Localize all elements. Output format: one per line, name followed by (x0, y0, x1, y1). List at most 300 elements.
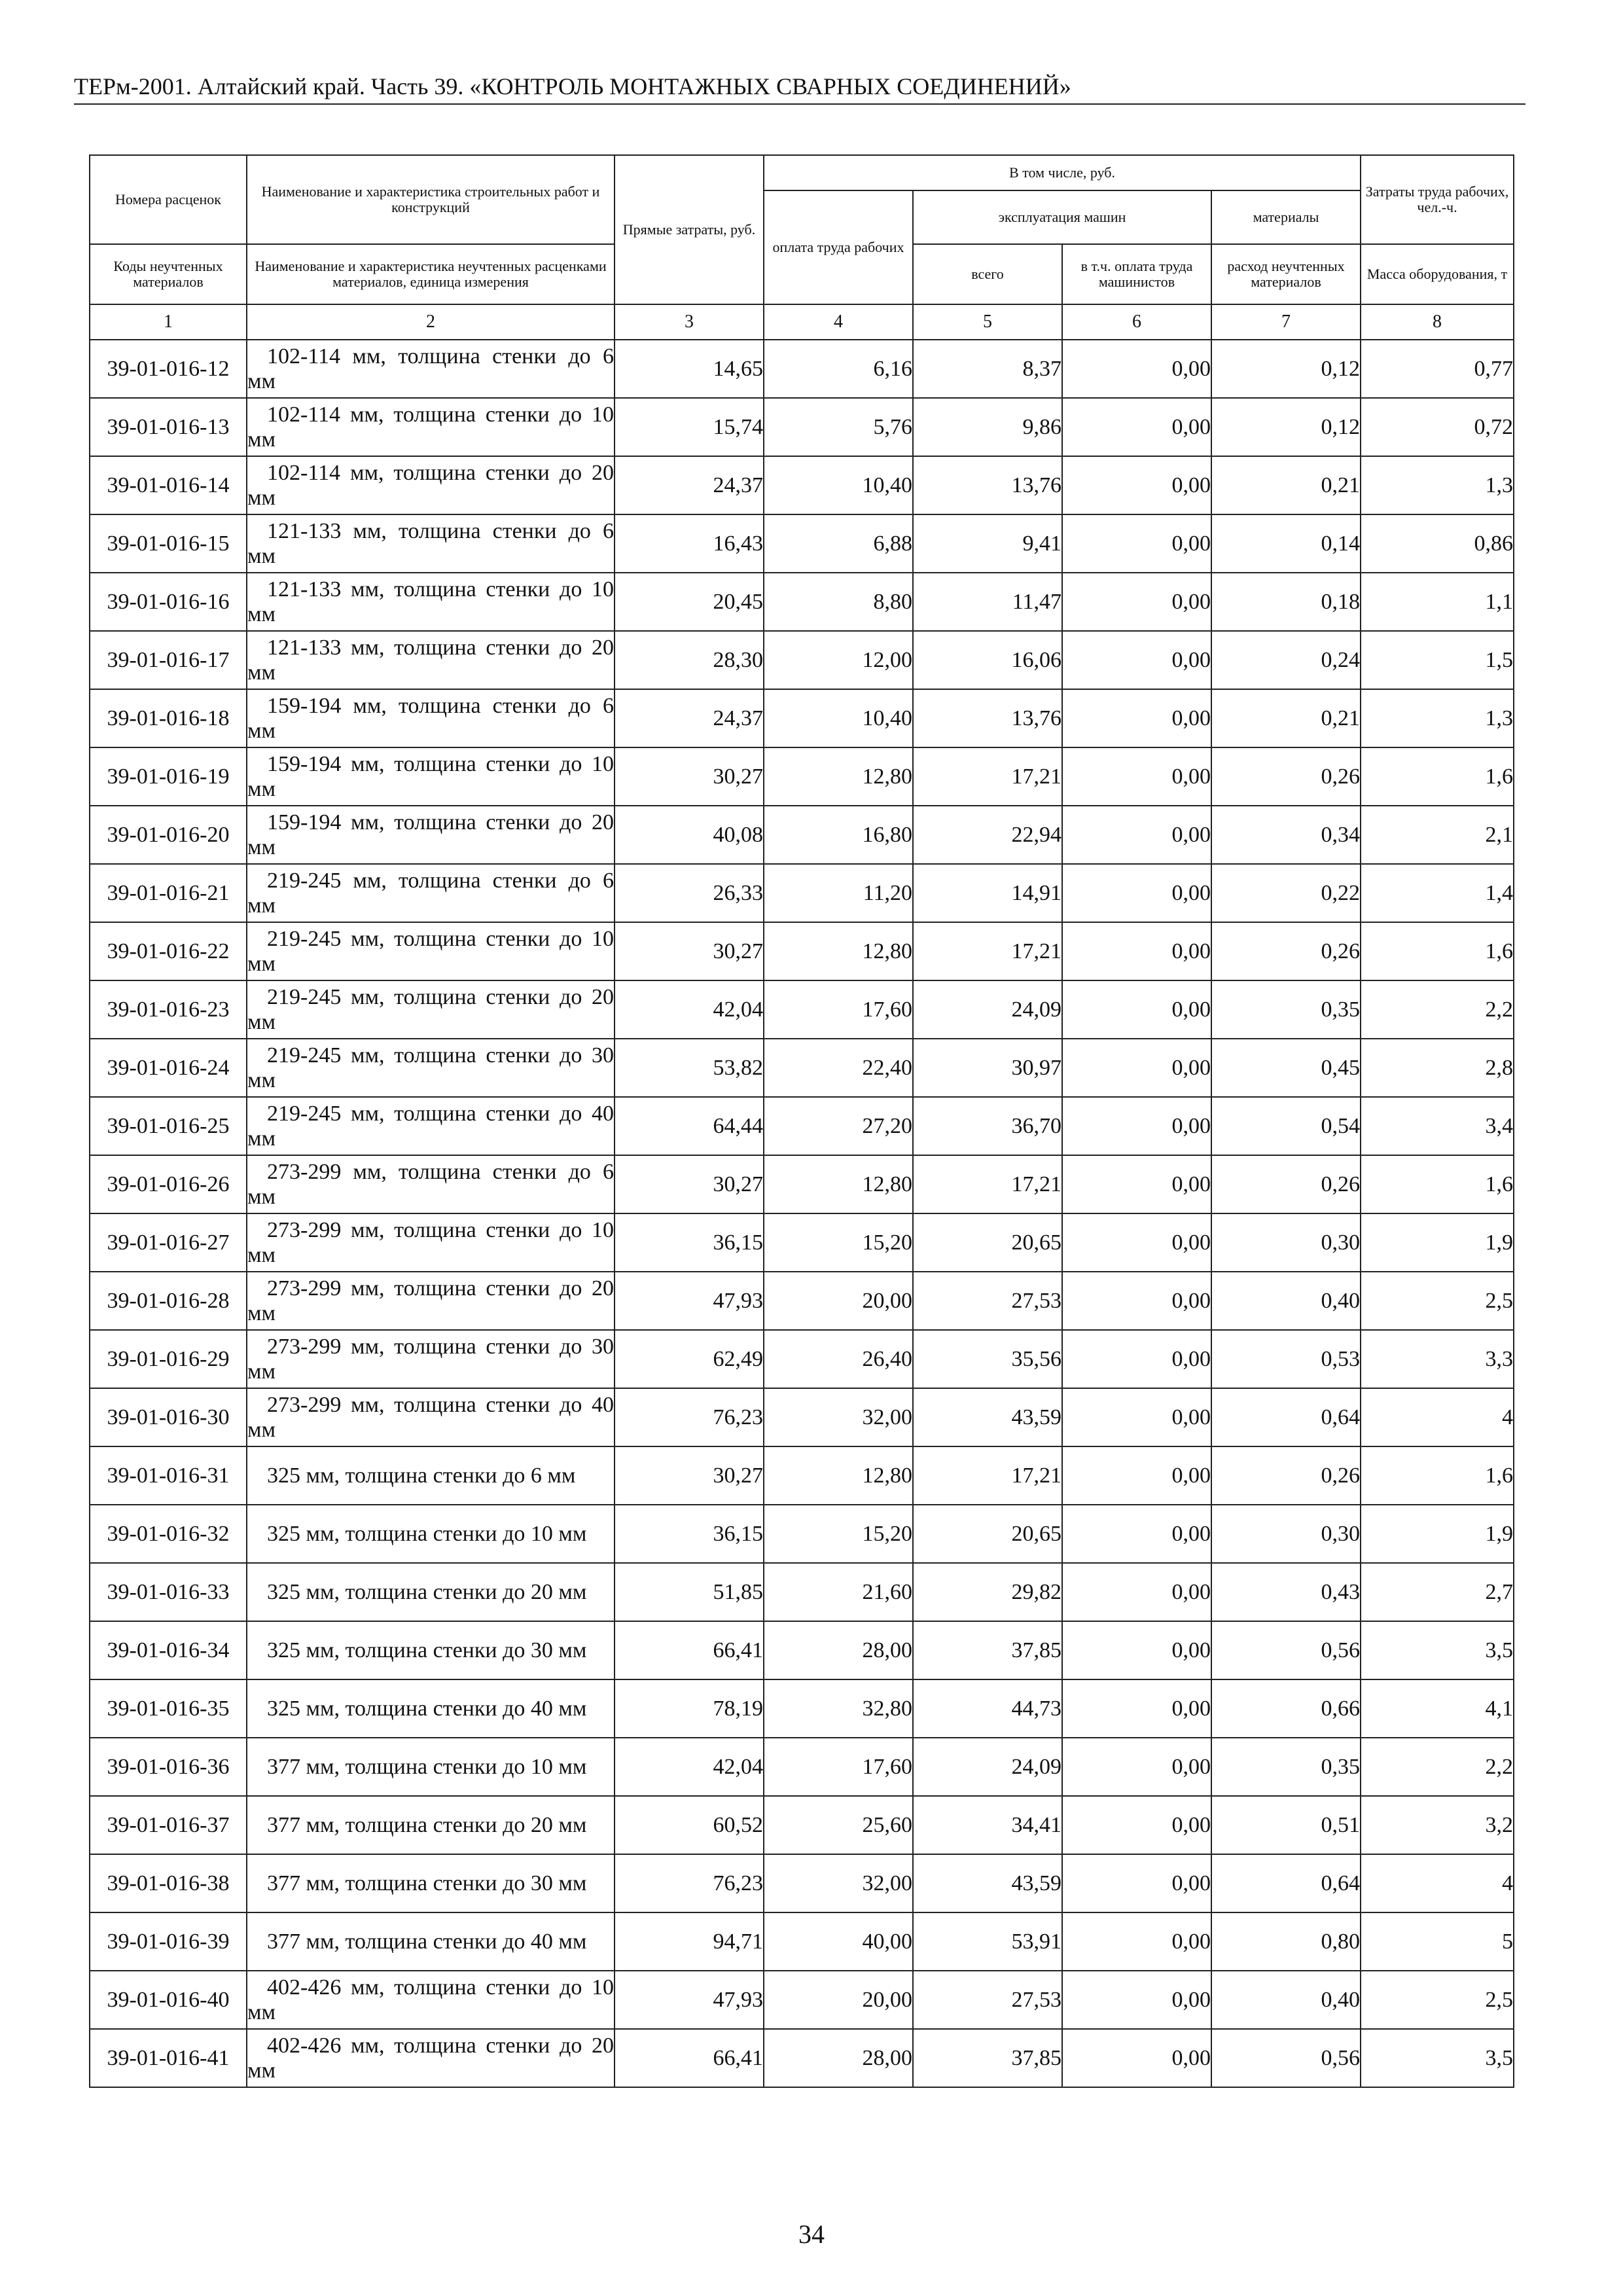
header-unaccounted-consumption: расход неучтенных материалов (1211, 244, 1361, 304)
rate-code-cell: 39-01-016-17 (90, 631, 247, 689)
machinist-pay-cell: 0,00 (1062, 747, 1211, 806)
work-name-text: 159-194 мм, толщина стенки до 10 мм (247, 751, 614, 801)
machine-total-cell: 24,09 (913, 980, 1062, 1039)
machinist-pay-cell: 0,00 (1062, 1854, 1211, 1912)
rate-code-cell: 39-01-016-35 (90, 1679, 247, 1738)
work-name-text: 273-299 мм, толщина стенки до 40 мм (247, 1392, 614, 1442)
direct-costs-cell: 76,23 (615, 1388, 764, 1446)
materials-cell: 0,51 (1211, 1796, 1361, 1854)
machine-total-cell: 8,37 (913, 340, 1062, 398)
work-name-cell (247, 1679, 615, 1738)
table-row (90, 1971, 1514, 2029)
header-unaccounted-codes: Коды неучтенных материалов (90, 244, 247, 304)
work-name-text: 325 мм, толщина стенки до 40 мм (267, 1696, 587, 1721)
machinist-pay-cell: 0,00 (1062, 456, 1211, 514)
work-name-cell (247, 340, 615, 398)
labor-costs-cell: 3,2 (1361, 1796, 1514, 1854)
rate-code-cell: 39-01-016-33 (90, 1563, 247, 1621)
work-name-text: 219-245 мм, толщина стенки до 10 мм (247, 926, 614, 976)
work-name-cell (247, 573, 615, 631)
direct-costs-cell: 42,04 (615, 980, 764, 1039)
worker-pay-cell: 32,00 (764, 1854, 913, 1912)
rate-code-cell: 39-01-016-28 (90, 1272, 247, 1330)
table-row (90, 456, 1514, 514)
machinist-pay-cell: 0,00 (1062, 1039, 1211, 1097)
rate-code-cell: 39-01-016-38 (90, 1854, 247, 1912)
rate-code-cell: 39-01-016-34 (90, 1621, 247, 1679)
machinist-pay-cell: 0,00 (1062, 2029, 1211, 2087)
header-materials: материалы (1211, 190, 1361, 244)
materials-cell: 0,66 (1211, 1679, 1361, 1738)
work-name-text: 273-299 мм, толщина стенки до 30 мм (247, 1334, 614, 1384)
labor-costs-cell: 0,86 (1361, 514, 1514, 573)
direct-costs-cell: 14,65 (615, 340, 764, 398)
labor-costs-cell: 1,6 (1361, 1155, 1514, 1213)
column-number: 5 (913, 304, 1062, 340)
machinist-pay-cell: 0,00 (1062, 1621, 1211, 1679)
machine-total-cell: 20,65 (913, 1505, 1062, 1563)
worker-pay-cell: 16,80 (764, 806, 913, 864)
rate-code-cell: 39-01-016-25 (90, 1097, 247, 1155)
machine-total-cell: 37,85 (913, 1621, 1062, 1679)
worker-pay-cell: 5,76 (764, 398, 913, 456)
work-name-cell (247, 1272, 615, 1330)
direct-costs-cell: 47,93 (615, 1272, 764, 1330)
machine-total-cell: 24,09 (913, 1738, 1062, 1796)
work-name-text: 377 мм, толщина стенки до 10 мм (267, 1754, 587, 1779)
machinist-pay-cell: 0,00 (1062, 1563, 1211, 1621)
table-row (90, 1272, 1514, 1330)
machinist-pay-cell: 0,00 (1062, 340, 1211, 398)
machine-total-cell: 43,59 (913, 1854, 1062, 1912)
machine-total-cell: 44,73 (913, 1679, 1062, 1738)
table-row (90, 1039, 1514, 1097)
labor-costs-cell: 2,8 (1361, 1039, 1514, 1097)
header-including: В том числе, руб. (764, 155, 1361, 190)
direct-costs-cell: 76,23 (615, 1854, 764, 1912)
work-name-text: 102-114 мм, толщина стенки до 10 мм (247, 402, 614, 452)
labor-costs-cell: 1,4 (1361, 864, 1514, 922)
machinist-pay-cell: 0,00 (1062, 1446, 1211, 1505)
table-row (90, 689, 1514, 747)
worker-pay-cell: 20,00 (764, 1971, 913, 2029)
direct-costs-cell: 78,19 (615, 1679, 764, 1738)
worker-pay-cell: 32,80 (764, 1679, 913, 1738)
rate-code-cell: 39-01-016-37 (90, 1796, 247, 1854)
machinist-pay-cell: 0,00 (1062, 1213, 1211, 1272)
materials-cell: 0,26 (1211, 922, 1361, 980)
header-machinist-pay: в т.ч. оплата труда машинистов (1062, 244, 1211, 304)
machinist-pay-cell: 0,00 (1062, 1272, 1211, 1330)
work-name-cell (247, 1912, 615, 1971)
labor-costs-cell: 4,1 (1361, 1679, 1514, 1738)
direct-costs-cell: 20,45 (615, 573, 764, 631)
worker-pay-cell: 11,20 (764, 864, 913, 922)
materials-cell: 0,30 (1211, 1505, 1361, 1563)
machine-total-cell: 16,06 (913, 631, 1062, 689)
column-number: 7 (1211, 304, 1361, 340)
direct-costs-cell: 30,27 (615, 747, 764, 806)
table-row (90, 340, 1514, 398)
work-name-cell (247, 1854, 615, 1912)
materials-cell: 0,40 (1211, 1272, 1361, 1330)
direct-costs-cell: 94,71 (615, 1912, 764, 1971)
table-row (90, 1330, 1514, 1388)
direct-costs-cell: 47,93 (615, 1971, 764, 2029)
labor-costs-cell: 2,2 (1361, 980, 1514, 1039)
table-row (90, 1796, 1514, 1854)
table-row (90, 1679, 1514, 1738)
materials-cell: 0,12 (1211, 398, 1361, 456)
header-rate-numbers: Номера расценок (90, 155, 247, 244)
machinist-pay-cell: 0,00 (1062, 514, 1211, 573)
table-row (90, 1563, 1514, 1621)
labor-costs-cell: 5 (1361, 1912, 1514, 1971)
direct-costs-cell: 30,27 (615, 922, 764, 980)
machine-total-cell: 43,59 (913, 1388, 1062, 1446)
column-number: 4 (764, 304, 913, 340)
materials-cell: 0,26 (1211, 1446, 1361, 1505)
work-name-text: 325 мм, толщина стенки до 10 мм (267, 1521, 587, 1546)
table-row (90, 1621, 1514, 1679)
labor-costs-cell: 1,3 (1361, 689, 1514, 747)
direct-costs-cell: 30,27 (615, 1155, 764, 1213)
work-name-cell (247, 1563, 615, 1621)
rate-code-cell: 39-01-016-13 (90, 398, 247, 456)
labor-costs-cell: 1,3 (1361, 456, 1514, 514)
machine-total-cell: 13,76 (913, 456, 1062, 514)
worker-pay-cell: 22,40 (764, 1039, 913, 1097)
direct-costs-cell: 15,74 (615, 398, 764, 456)
work-name-cell (247, 864, 615, 922)
materials-cell: 0,43 (1211, 1563, 1361, 1621)
work-name-cell (247, 1738, 615, 1796)
work-name-text: 402-426 мм, толщина стенки до 20 мм (247, 2033, 614, 2083)
materials-cell: 0,30 (1211, 1213, 1361, 1272)
labor-costs-cell: 1,1 (1361, 573, 1514, 631)
machinist-pay-cell: 0,00 (1062, 398, 1211, 456)
work-name-cell (247, 806, 615, 864)
labor-costs-cell: 2,5 (1361, 1971, 1514, 2029)
column-number: 2 (247, 304, 615, 340)
work-name-cell (247, 2029, 615, 2087)
work-name-cell (247, 1330, 615, 1388)
machinist-pay-cell: 0,00 (1062, 1097, 1211, 1155)
worker-pay-cell: 17,60 (764, 1738, 913, 1796)
rate-code-cell: 39-01-016-36 (90, 1738, 247, 1796)
worker-pay-cell: 26,40 (764, 1330, 913, 1388)
rate-code-cell: 39-01-016-39 (90, 1912, 247, 1971)
column-number: 8 (1361, 304, 1514, 340)
machinist-pay-cell: 0,00 (1062, 1679, 1211, 1738)
work-name-cell (247, 689, 615, 747)
table-row (90, 573, 1514, 631)
materials-cell: 0,40 (1211, 1971, 1361, 2029)
work-name-cell (247, 631, 615, 689)
worker-pay-cell: 8,80 (764, 573, 913, 631)
worker-pay-cell: 21,60 (764, 1563, 913, 1621)
work-name-cell (247, 922, 615, 980)
rate-code-cell: 39-01-016-24 (90, 1039, 247, 1097)
rate-code-cell: 39-01-016-19 (90, 747, 247, 806)
work-name-text: 219-245 мм, толщина стенки до 40 мм (247, 1101, 614, 1151)
materials-cell: 0,26 (1211, 1155, 1361, 1213)
materials-cell: 0,18 (1211, 573, 1361, 631)
machine-total-cell: 36,70 (913, 1097, 1062, 1155)
rate-code-cell: 39-01-016-16 (90, 573, 247, 631)
direct-costs-cell: 16,43 (615, 514, 764, 573)
table-row (90, 1854, 1514, 1912)
work-name-text: 377 мм, толщина стенки до 30 мм (267, 1871, 587, 1895)
machine-total-cell: 17,21 (913, 747, 1062, 806)
machinist-pay-cell: 0,00 (1062, 980, 1211, 1039)
rate-code-cell: 39-01-016-22 (90, 922, 247, 980)
direct-costs-cell: 64,44 (615, 1097, 764, 1155)
work-name-cell (247, 1621, 615, 1679)
work-name-text: 273-299 мм, толщина стенки до 10 мм (247, 1217, 614, 1267)
machine-total-cell: 22,94 (913, 806, 1062, 864)
direct-costs-cell: 51,85 (615, 1563, 764, 1621)
worker-pay-cell: 20,00 (764, 1272, 913, 1330)
materials-cell: 0,53 (1211, 1330, 1361, 1388)
machine-total-cell: 37,85 (913, 2029, 1062, 2087)
worker-pay-cell: 15,20 (764, 1505, 913, 1563)
work-name-text: 325 мм, толщина стенки до 6 мм (267, 1463, 576, 1488)
worker-pay-cell: 27,20 (764, 1097, 913, 1155)
table-row (90, 631, 1514, 689)
rate-code-cell: 39-01-016-23 (90, 980, 247, 1039)
machine-total-cell: 11,47 (913, 573, 1062, 631)
header-direct-costs: Прямые затраты, руб. (615, 155, 764, 304)
direct-costs-cell: 40,08 (615, 806, 764, 864)
table-row (90, 1213, 1514, 1272)
machine-total-cell: 17,21 (913, 922, 1062, 980)
direct-costs-cell: 28,30 (615, 631, 764, 689)
labor-costs-cell: 1,5 (1361, 631, 1514, 689)
rate-code-cell: 39-01-016-41 (90, 2029, 247, 2087)
table-row (90, 980, 1514, 1039)
machinist-pay-cell: 0,00 (1062, 1155, 1211, 1213)
table-row (90, 1912, 1514, 1971)
work-name-text: 219-245 мм, толщина стенки до 30 мм (247, 1043, 614, 1092)
labor-costs-cell: 2,1 (1361, 806, 1514, 864)
worker-pay-cell: 12,80 (764, 1155, 913, 1213)
direct-costs-cell: 36,15 (615, 1505, 764, 1563)
direct-costs-cell: 62,49 (615, 1330, 764, 1388)
labor-costs-cell: 1,9 (1361, 1505, 1514, 1563)
header-worker-pay: оплата труда рабочих (764, 190, 913, 304)
work-name-cell (247, 980, 615, 1039)
machine-total-cell: 9,41 (913, 514, 1062, 573)
header-total: всего (913, 244, 1062, 304)
direct-costs-cell: 66,41 (615, 2029, 764, 2087)
worker-pay-cell: 10,40 (764, 456, 913, 514)
worker-pay-cell: 25,60 (764, 1796, 913, 1854)
worker-pay-cell: 6,88 (764, 514, 913, 573)
machinist-pay-cell: 0,00 (1062, 1912, 1211, 1971)
work-name-text: 102-114 мм, толщина стенки до 20 мм (247, 460, 614, 510)
table-row (90, 2029, 1514, 2087)
machine-total-cell: 17,21 (913, 1155, 1062, 1213)
materials-cell: 0,12 (1211, 340, 1361, 398)
column-number: 6 (1062, 304, 1211, 340)
direct-costs-cell: 42,04 (615, 1738, 764, 1796)
rate-code-cell: 39-01-016-27 (90, 1213, 247, 1272)
labor-costs-cell: 0,77 (1361, 340, 1514, 398)
rate-code-cell: 39-01-016-12 (90, 340, 247, 398)
labor-costs-cell: 0,72 (1361, 398, 1514, 456)
header-unaccounted-names: Наименование и характеристика неучтенных расценками материалов, единица измерения (247, 244, 615, 304)
worker-pay-cell: 32,00 (764, 1388, 913, 1446)
rate-code-cell: 39-01-016-40 (90, 1971, 247, 2029)
work-name-cell (247, 1388, 615, 1446)
direct-costs-cell: 53,82 (615, 1039, 764, 1097)
rate-code-cell: 39-01-016-31 (90, 1446, 247, 1505)
worker-pay-cell: 6,16 (764, 340, 913, 398)
rate-code-cell: 39-01-016-14 (90, 456, 247, 514)
work-name-text: 273-299 мм, толщина стенки до 6 мм (247, 1159, 614, 1209)
table-row (90, 1505, 1514, 1563)
work-name-cell (247, 1446, 615, 1505)
header-machine-operation: эксплуатация машин (913, 190, 1211, 244)
machinist-pay-cell: 0,00 (1062, 1505, 1211, 1563)
header-labor-costs: Затраты труда рабочих, чел.-ч. (1361, 155, 1514, 244)
machinist-pay-cell: 0,00 (1062, 1388, 1211, 1446)
work-name-text: 325 мм, толщина стенки до 30 мм (267, 1638, 587, 1662)
machinist-pay-cell: 0,00 (1062, 806, 1211, 864)
table-row (90, 1155, 1514, 1213)
materials-cell: 0,21 (1211, 689, 1361, 747)
work-name-text: 402-426 мм, толщина стенки до 10 мм (247, 1975, 614, 2024)
materials-cell: 0,14 (1211, 514, 1361, 573)
labor-costs-cell: 1,6 (1361, 1446, 1514, 1505)
rate-code-cell: 39-01-016-15 (90, 514, 247, 573)
work-name-text: 121-133 мм, толщина стенки до 20 мм (247, 635, 614, 685)
work-name-cell (247, 1505, 615, 1563)
labor-costs-cell: 2,5 (1361, 1272, 1514, 1330)
worker-pay-cell: 17,60 (764, 980, 913, 1039)
materials-cell: 0,35 (1211, 980, 1361, 1039)
labor-costs-cell: 2,7 (1361, 1563, 1514, 1621)
direct-costs-cell: 24,37 (615, 689, 764, 747)
worker-pay-cell: 28,00 (764, 1621, 913, 1679)
labor-costs-cell: 1,6 (1361, 747, 1514, 806)
worker-pay-cell: 15,20 (764, 1213, 913, 1272)
table-row (90, 514, 1514, 573)
machine-total-cell: 34,41 (913, 1796, 1062, 1854)
materials-cell: 0,56 (1211, 2029, 1361, 2087)
machine-total-cell: 17,21 (913, 1446, 1062, 1505)
work-name-cell (247, 398, 615, 456)
rate-code-cell: 39-01-016-21 (90, 864, 247, 922)
work-name-text: 121-133 мм, толщина стенки до 6 мм (247, 518, 614, 568)
materials-cell: 0,21 (1211, 456, 1361, 514)
machine-total-cell: 35,56 (913, 1330, 1062, 1388)
materials-cell: 0,45 (1211, 1039, 1361, 1097)
materials-cell: 0,64 (1211, 1854, 1361, 1912)
table-row (90, 1738, 1514, 1796)
rate-code-cell: 39-01-016-18 (90, 689, 247, 747)
work-name-text: 377 мм, толщина стенки до 40 мм (267, 1929, 587, 1954)
worker-pay-cell: 40,00 (764, 1912, 913, 1971)
materials-cell: 0,24 (1211, 631, 1361, 689)
worker-pay-cell: 12,80 (764, 1446, 913, 1505)
worker-pay-cell: 12,00 (764, 631, 913, 689)
work-name-cell (247, 747, 615, 806)
header-work-name: Наименование и характеристика строительных работ и конструкций (247, 155, 615, 244)
labor-costs-cell: 3,5 (1361, 1621, 1514, 1679)
work-name-text: 325 мм, толщина стенки до 20 мм (267, 1579, 587, 1604)
labor-costs-cell: 1,6 (1361, 922, 1514, 980)
table-header (90, 155, 1514, 340)
header-equipment-mass: Масса оборудования, т (1361, 244, 1514, 304)
machinist-pay-cell: 0,00 (1062, 864, 1211, 922)
column-number: 3 (615, 304, 764, 340)
work-name-cell (247, 514, 615, 573)
machine-total-cell: 20,65 (913, 1213, 1062, 1272)
machinist-pay-cell: 0,00 (1062, 1738, 1211, 1796)
worker-pay-cell: 10,40 (764, 689, 913, 747)
machine-total-cell: 53,91 (913, 1912, 1062, 1971)
work-name-text: 121-133 мм, толщина стенки до 10 мм (247, 577, 614, 626)
materials-cell: 0,54 (1211, 1097, 1361, 1155)
labor-costs-cell: 4 (1361, 1854, 1514, 1912)
machine-total-cell: 27,53 (913, 1272, 1062, 1330)
machinist-pay-cell: 0,00 (1062, 573, 1211, 631)
work-name-text: 159-194 мм, толщина стенки до 20 мм (247, 810, 614, 859)
direct-costs-cell: 66,41 (615, 1621, 764, 1679)
machinist-pay-cell: 0,00 (1062, 1330, 1211, 1388)
machine-total-cell: 27,53 (913, 1971, 1062, 2029)
table-row (90, 1097, 1514, 1155)
rate-code-cell: 39-01-016-26 (90, 1155, 247, 1213)
labor-costs-cell: 3,5 (1361, 2029, 1514, 2087)
work-name-cell (247, 456, 615, 514)
page-header-title: ТЕРм-2001. Алтайский край. Часть 39. «КОНТРОЛЬ МОНТАЖНЫХ СВАРНЫХ СОЕДИНЕНИЙ» (74, 71, 1525, 105)
machinist-pay-cell: 0,00 (1062, 1796, 1211, 1854)
materials-cell: 0,80 (1211, 1912, 1361, 1971)
rates-table (89, 154, 1514, 2088)
rate-code-cell: 39-01-016-20 (90, 806, 247, 864)
materials-cell: 0,35 (1211, 1738, 1361, 1796)
direct-costs-cell: 24,37 (615, 456, 764, 514)
rate-code-cell: 39-01-016-32 (90, 1505, 247, 1563)
work-name-text: 219-245 мм, толщина стенки до 6 мм (247, 868, 614, 918)
materials-cell: 0,34 (1211, 806, 1361, 864)
table-row (90, 922, 1514, 980)
machinist-pay-cell: 0,00 (1062, 1971, 1211, 2029)
table-row (90, 806, 1514, 864)
worker-pay-cell: 12,80 (764, 922, 913, 980)
materials-cell: 0,64 (1211, 1388, 1361, 1446)
direct-costs-cell: 60,52 (615, 1796, 764, 1854)
machine-total-cell: 30,97 (913, 1039, 1062, 1097)
machinist-pay-cell: 0,00 (1062, 922, 1211, 980)
materials-cell: 0,56 (1211, 1621, 1361, 1679)
table-body (90, 340, 1514, 2087)
labor-costs-cell: 3,3 (1361, 1330, 1514, 1388)
machine-total-cell: 13,76 (913, 689, 1062, 747)
machinist-pay-cell: 0,00 (1062, 689, 1211, 747)
work-name-cell (247, 1796, 615, 1854)
table-row (90, 398, 1514, 456)
table-row (90, 864, 1514, 922)
work-name-text: 102-114 мм, толщина стенки до 6 мм (247, 344, 614, 393)
rate-code-cell: 39-01-016-30 (90, 1388, 247, 1446)
machine-total-cell: 14,91 (913, 864, 1062, 922)
machine-total-cell: 29,82 (913, 1563, 1062, 1621)
table-row (90, 747, 1514, 806)
